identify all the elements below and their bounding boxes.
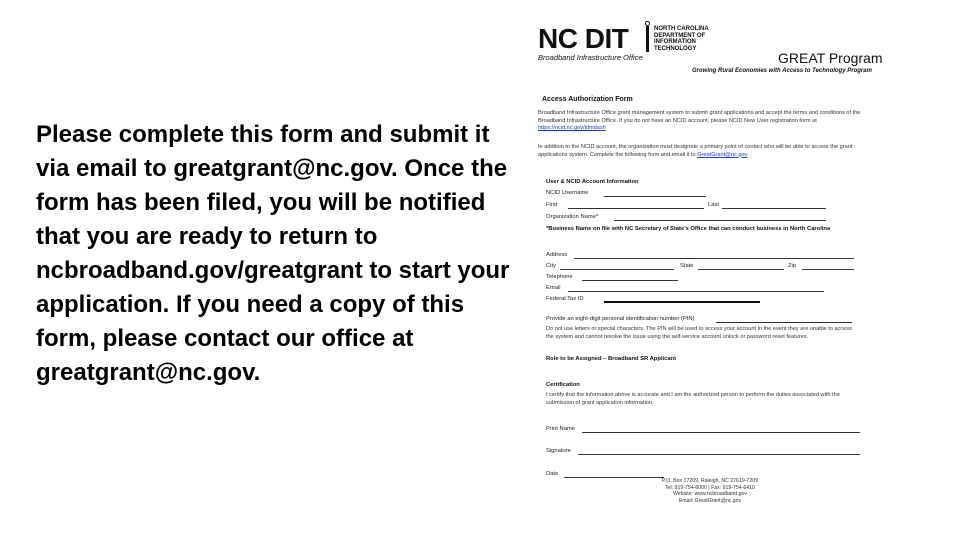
ncid-username-label: NCID Username (546, 190, 589, 196)
organization-label: Organization Name* (546, 214, 599, 220)
last-name-label: Last (708, 202, 719, 208)
pin-line (716, 322, 852, 323)
zip-label: Zip (788, 263, 797, 269)
email-label: Email (546, 285, 561, 291)
print-name-line (582, 432, 860, 433)
organization-line (614, 220, 826, 221)
last-name-line (722, 208, 826, 209)
pin-label: Provide an eight-digit personal identification number (PIN) (546, 316, 695, 322)
logo-subtitle: Broadband Infrastructure Office (538, 53, 643, 62)
ncid-username-line (604, 196, 706, 197)
program-tagline: Growing Rural Economies with Access to Technology Program (692, 68, 872, 74)
address-label: Address (546, 252, 568, 258)
telephone-line (582, 280, 678, 281)
greatgrant-email-link[interactable]: GreatGrant@nc.gov (697, 151, 748, 158)
telephone-label: Telephone (546, 274, 573, 280)
account-section-heading: User & NCID Account Information (546, 179, 639, 185)
city-label: City (546, 263, 556, 269)
date-label: Date (546, 471, 559, 477)
form-footer: P.O. Box 17209, Raleigh, NC 27619-7209 Tel: 919-754-6000 | Fax: 919-754-6410 Website: www.ncbroadband.gov Email: GreatGrant@nc.gov (662, 478, 758, 504)
department-name: NORTH CAROLINA DEPARTMENT OF INFORMATION TECHNOLOGY (654, 26, 709, 52)
form-paragraph-1: Broadband Infrastructure Office grant management system to submit grant applications and accept the terms and conditions of the Broadband Infrastructure Office. If you do not have an NCID account, please NCID New User registration form at https://ncid.nc.gov/idmdash (538, 110, 861, 132)
signature-line (578, 454, 860, 455)
form-paragraph-2: In addition to the NCID account, the organization must designate a primary point of contact who will be able to access the grant applications system. Complete the following form and email it to GreatGrant@nc.gov (538, 144, 853, 158)
federal-tax-id-label: Federal Tax ID (546, 296, 584, 302)
first-name-label: First (546, 202, 558, 208)
instructions-text: Please complete this form and submit it via email to greatgrant@nc.gov. Once the form has been filed, you will be notified that you are ready to return to ncbroadband.gov/greatgrant to start your application. If you need a copy of this form, please contact our office at greatgrant@nc.gov. (36, 121, 510, 386)
business-name-note: *Business Name on file with NC Secretary of State's Office that can conduct business in North Carolina (546, 226, 831, 232)
ncid-registration-link[interactable]: https://ncid.nc.gov/idmdash (538, 125, 606, 132)
state-label: State (680, 263, 694, 269)
address-line (574, 258, 854, 259)
federal-tax-id-line (604, 301, 760, 303)
email-line (568, 291, 824, 292)
certification-text: I certify that the information above is accurate and I am the authorized person to perform the duties associated with the submission of grant application information. (546, 392, 840, 406)
pin-note: Do not use letters or special characters. The PIN will be used to access your account in the event they are unable to access the system and cannot resolve the issue using the self-service account unlock or password reset features. (546, 326, 852, 340)
form-header (536, 20, 890, 80)
city-line (560, 269, 674, 270)
print-name-label: Print Name (546, 426, 575, 432)
certification-heading: Certification (546, 382, 580, 388)
signature-label: Signature (546, 448, 571, 454)
access-authorization-form-image (530, 20, 890, 508)
logo-divider (646, 26, 649, 52)
first-name-line (568, 208, 704, 209)
form-title: Access Authorization Form (542, 96, 633, 103)
role-heading: Role to be Assigned – Broadband SR Applicant (546, 356, 677, 362)
program-title: GREAT Program (778, 50, 883, 66)
state-line (698, 269, 784, 270)
nc-dit-logo: NC DIT (538, 23, 629, 54)
zip-line (802, 269, 854, 270)
